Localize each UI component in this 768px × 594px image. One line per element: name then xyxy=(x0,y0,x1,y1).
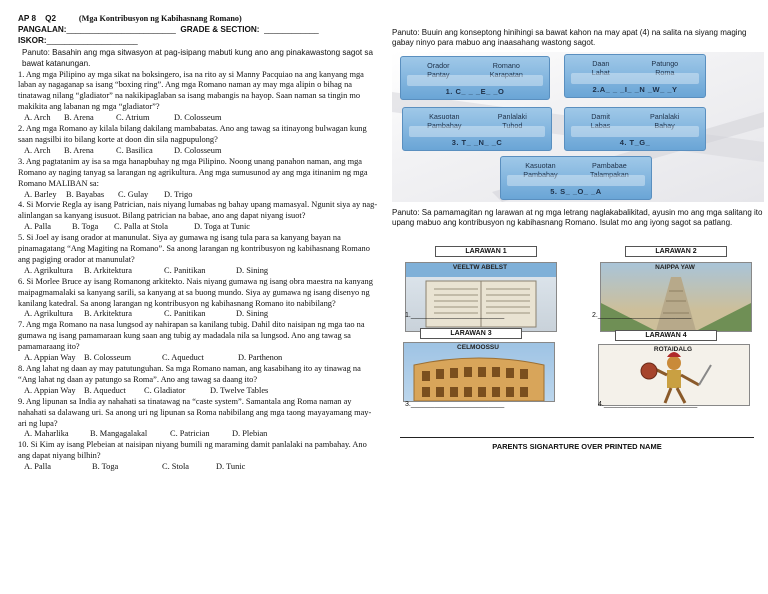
question-10 xyxy=(18,440,378,473)
answer-bar xyxy=(571,73,699,84)
card-word: Lahat xyxy=(591,68,610,77)
option-a[interactable]: A. Arch xyxy=(24,145,51,155)
option-c[interactable]: C. Basilica xyxy=(116,145,153,155)
option-c[interactable]: C. Stola xyxy=(162,462,189,472)
picture-label-3: LARAWAN 3 xyxy=(420,328,522,339)
gladiator-icon xyxy=(599,345,749,405)
card-word: Panlalaki xyxy=(497,112,527,121)
iskor-line xyxy=(18,36,378,47)
scrambled-word-3: CELMOOSSU xyxy=(457,344,499,351)
option-c[interactable]: C. Panitikan xyxy=(164,265,206,275)
picture-2-image xyxy=(600,262,752,332)
iskor-label: ISKOR: xyxy=(18,35,47,45)
question-9 xyxy=(18,397,378,441)
card-word: Talampakan xyxy=(590,170,629,179)
option-b[interactable]: B. Mangagalakal xyxy=(90,429,148,439)
concept-card-5 xyxy=(500,156,652,200)
question-text: 4. Si Morvie Regla ay isang Patrician, nais niyang lumabas ng bahay upang mamasyal. Ngunit siya ay nag-alinlangan sa kanyang isusuot. Bilang patrician na babae, ano ang dapat niyang isuot? xyxy=(18,200,378,221)
option-d[interactable]: D. Colosseum xyxy=(174,145,222,155)
concept-card-2 xyxy=(564,54,706,98)
question-text: 7. Ang mga Romano na nasa lungsod ay nahirapan sa kanilang tubig. Dahil dito naisipan ng mga tao na gumawa ng isang pamamaraan kung saan ang tubig ay madadala nila sa lungsod. Ano ang tawag sa pamamaraang ito? xyxy=(18,320,365,352)
card-answer-code[interactable]: 4. T_G_ xyxy=(619,138,651,147)
option-c[interactable]: C. Panitikan xyxy=(164,309,206,319)
pangalan-field[interactable]: ________________________ xyxy=(66,24,176,34)
question-options xyxy=(18,266,378,277)
card-word: Pambabae xyxy=(592,161,627,170)
option-a[interactable]: A. Agrikultura xyxy=(24,265,73,275)
concept-card-1 xyxy=(400,56,550,100)
picture-3-image xyxy=(403,342,555,402)
option-b[interactable]: B. Bayabas xyxy=(66,189,105,199)
option-a[interactable]: A. Barley xyxy=(24,189,57,199)
answer-bar xyxy=(507,175,645,186)
answer-blank-3[interactable]: 3.________________________ xyxy=(405,401,505,408)
picture-label-4: LARAWAN 4 xyxy=(615,330,717,341)
option-d[interactable]: D. Sining xyxy=(236,309,269,319)
subject: AP 8 xyxy=(18,14,37,23)
card-answer-code[interactable]: 2.A_ _ _I_ _N _W_ _Y xyxy=(592,85,678,94)
card-word: Panlalaki xyxy=(650,112,680,121)
option-b[interactable]: B. Toga xyxy=(72,222,99,232)
parents-signature-label: PARENTS SIGNARTURE OVER PRINTED NAME xyxy=(492,442,662,451)
question-text: 2. Ang mga Romano ay kilala bilang dakilang mambabatas. Ano ang tawag sa itinayong bulwagan kung saan nagsilbi ito bilang korte at doon din sila nagpupulong? xyxy=(18,124,367,144)
quarter: Q2 xyxy=(45,14,57,23)
card-answer-code[interactable]: 3. T_ _N_ _C xyxy=(451,138,503,147)
card-word: Patungo xyxy=(651,59,679,68)
picture-label-1: LARAWAN 1 xyxy=(435,246,537,257)
question-text: 9. Ang lipunan sa India ay nahahati sa tinatawag na “caste system”. Samantala ang Roma naman ay nahahati sa dalawang uri. Sa anong uri ng lipunan sa Roma nabibilang ang mga taong mayayamang may-ari ng lupa? xyxy=(18,396,372,428)
signature-line[interactable] xyxy=(400,437,754,438)
answer-bar xyxy=(407,75,543,86)
option-c[interactable]: C. Patrician xyxy=(170,429,210,439)
option-c[interactable]: C. Gulay xyxy=(118,189,149,199)
option-b[interactable]: B. Arena xyxy=(64,113,94,123)
question-options xyxy=(18,190,378,201)
option-c[interactable]: C. Aqueduct xyxy=(162,353,204,363)
option-a[interactable]: A. Appian Way xyxy=(24,385,76,395)
tablets-icon xyxy=(406,263,556,331)
option-b[interactable]: B. Arkitektura xyxy=(84,309,132,319)
colosseum-icon xyxy=(404,343,554,401)
card-word: Romano xyxy=(492,61,520,70)
question-text: 8. Ang lahat ng daan ay may patutunguhan. Sa mga Romano naman, ang kasabihang ito ay tinawag na “Ang lahat ng daan ay patungo sa Roma”. Ano ang tawag sa daang ito? xyxy=(18,364,361,384)
question-text: 3. Ang pagtatanim ay isa sa mga hanapbuhay ng mga Pilipino. Noong unang panahon naman, ang mga Romano ay naging tanyag sa larangan ng agrikultura. Ang mga sumusunod ay ang mga itinanim ng mga Romano MALIBAN sa: xyxy=(18,156,368,188)
iskor-field[interactable]: ____________________ xyxy=(46,35,138,45)
question-4 xyxy=(18,200,378,233)
question-2 xyxy=(18,124,378,157)
concept-card-4 xyxy=(564,107,706,151)
option-a[interactable]: A. Arch xyxy=(24,113,51,123)
card-word: Pambahay xyxy=(427,121,462,130)
answer-blank-2[interactable]: 2.________________________ xyxy=(592,312,692,319)
option-d[interactable]: D. Twelve Tables xyxy=(210,385,269,395)
pangalan-label: PANGALAN: xyxy=(18,24,67,34)
scrambled-word-4: ROTAIDALG xyxy=(653,346,693,353)
option-a[interactable]: A. Palla xyxy=(24,222,51,232)
road-icon xyxy=(601,263,751,331)
scrambled-word-1: VEELTW ABELST xyxy=(452,264,508,271)
question-6 xyxy=(18,277,378,321)
option-d[interactable]: D. Trigo xyxy=(164,189,193,199)
quiz-column xyxy=(18,14,378,473)
question-options xyxy=(18,222,378,233)
picture-4-image xyxy=(598,344,750,406)
option-d[interactable]: D. Parthenon xyxy=(238,353,283,363)
picture-1-image xyxy=(405,262,557,332)
question-3 xyxy=(18,157,378,201)
answer-bar xyxy=(571,126,699,137)
card-word: Karapatan xyxy=(489,70,523,79)
option-d[interactable]: D. Toga at Tunic xyxy=(194,222,251,232)
option-b[interactable]: B. Toga xyxy=(92,462,119,472)
card-answer-code[interactable]: 1. C_ _ _E_ _O xyxy=(445,87,505,96)
instruction-concept: Panuto: Buuin ang konseptong hinihingi sa bawat kahon na may apat (4) na salita na siyang maging gabay ninyo para mabuo ang inaasahang wastong sagot. xyxy=(392,28,747,47)
grade-label: GRADE & SECTION: xyxy=(180,24,260,34)
card-word: Tuhod xyxy=(502,121,523,130)
name-line xyxy=(18,25,378,36)
option-c[interactable]: C. Palla at Stola xyxy=(114,222,168,232)
concept-banner xyxy=(392,52,764,202)
question-options xyxy=(18,113,378,124)
answer-blank-1[interactable]: 1.________________________ xyxy=(405,312,505,319)
option-d[interactable]: D. Sining xyxy=(236,265,269,275)
grade-field[interactable]: ____________ xyxy=(264,24,319,34)
option-d[interactable]: D. Colosseum xyxy=(174,113,222,123)
option-b[interactable]: B. Aqueduct xyxy=(84,385,126,395)
card-word: Kasuotan xyxy=(429,112,460,121)
question-8 xyxy=(18,364,378,397)
option-d[interactable]: D. Plebian xyxy=(232,429,268,439)
question-text: 5. Si Joel ay isang orador at manunulat. Siya ay gumawa ng isang tula para sa kanyang bayan na pinamagatang “Ang Magiting na Romano”. Sa anong larangan ng kontribusyon ng kabihasnang Romano ang pagiging orador at manunulat? xyxy=(18,233,370,264)
question-options xyxy=(18,309,378,320)
scrambled-word-2: NAIPPA YAW xyxy=(655,264,695,271)
instruction-pictures: Panuto: Sa pamamagitan ng larawan at ng mga letrang naglakabalikitad, ayusin mo ang mga salitang ito upang mabuo ang kontribusyon ng kabihasnang Romano. Isulat mo ang iyong sagot sa patlang. xyxy=(392,208,763,227)
option-b[interactable]: B. Colosseum xyxy=(84,353,131,363)
option-c[interactable]: C. Atrium xyxy=(116,113,150,123)
card-word: Pambahay xyxy=(523,170,558,179)
option-d[interactable]: D. Tunic xyxy=(216,462,246,472)
picture-label-2: LARAWAN 2 xyxy=(625,246,727,257)
option-a[interactable]: A. Palla xyxy=(24,462,51,472)
question-text: 6. Si Morlee Bruce ay isang Romanong arkitekto. Nais niyang gumawa ng isang obra maestra na kanyang maipagmamalaki sa kanyang sarili, sa kanyang at sa buong mundo. Siya ay gumawa ng isang disenyo ng kanilang katedral. Sa anong larangan ng kontribusyon ng kabihasnang Romano ito nabibilang? xyxy=(18,276,373,308)
worksheet-title: (Mga Kontribusyon ng Kabihasnang Romano) xyxy=(78,14,242,23)
card-word: Roma xyxy=(655,68,675,77)
card-word: Pantay xyxy=(427,70,450,79)
header-line xyxy=(18,14,378,25)
question-options xyxy=(18,429,378,440)
question-text: 1. Ang mga Pilipino ay mga sikat na boksingero, isa na rito ay si Manny Pacquiao na ang kanyang mga laban ay nagaganap sa isang “boxing ring”. Ang mga Romano naman ay may mga alipin o bihag na tinatawag nilang “gladiator” na nakikipaglaban sa isang mabangis na hayop. Saan naman sa tingin mo makikita ang labanan ng mga “gladiator”? xyxy=(18,69,364,112)
question-options xyxy=(18,386,378,397)
card-word: Daan xyxy=(592,59,610,68)
question-7 xyxy=(18,320,378,364)
card-word: Bahay xyxy=(654,121,675,130)
question-text: 10. Si Kim ay isang Plebeian at naisipan niyang bumili ng maraming damit panlalaki na pambahay. Ano ang dapat niyang bilhin? xyxy=(18,440,367,461)
question-options xyxy=(18,353,378,364)
card-word: Kasuotan xyxy=(525,161,556,170)
option-a[interactable]: A. Maharlika xyxy=(24,429,69,439)
question-1 xyxy=(18,70,378,125)
option-a[interactable]: A. Agrikultura xyxy=(24,309,73,319)
instructions: Panuto: Basahin ang mga sitwasyon at pag-isipang mabuti kung ano ang pinakawastong sagot sa bawat katanungan. xyxy=(22,47,373,68)
card-word: Damit xyxy=(591,112,610,121)
card-answer-code[interactable]: 5. S_ _O_ _A xyxy=(550,187,602,196)
card-word: Orador xyxy=(427,61,450,70)
option-b[interactable]: B. Arena xyxy=(64,145,94,155)
question-list xyxy=(18,70,378,474)
card-word: Labas xyxy=(590,121,611,130)
answer-blank-4[interactable]: 4.________________________ xyxy=(598,401,698,408)
option-a[interactable]: A. Appian Way xyxy=(24,353,76,363)
question-options xyxy=(18,146,378,157)
answer-bar xyxy=(409,126,545,137)
question-options xyxy=(18,462,378,473)
option-c[interactable]: C. Gladiator xyxy=(144,385,186,395)
option-b[interactable]: B. Arkitektura xyxy=(84,265,132,275)
concept-card-3 xyxy=(402,107,552,151)
question-5 xyxy=(18,233,378,277)
